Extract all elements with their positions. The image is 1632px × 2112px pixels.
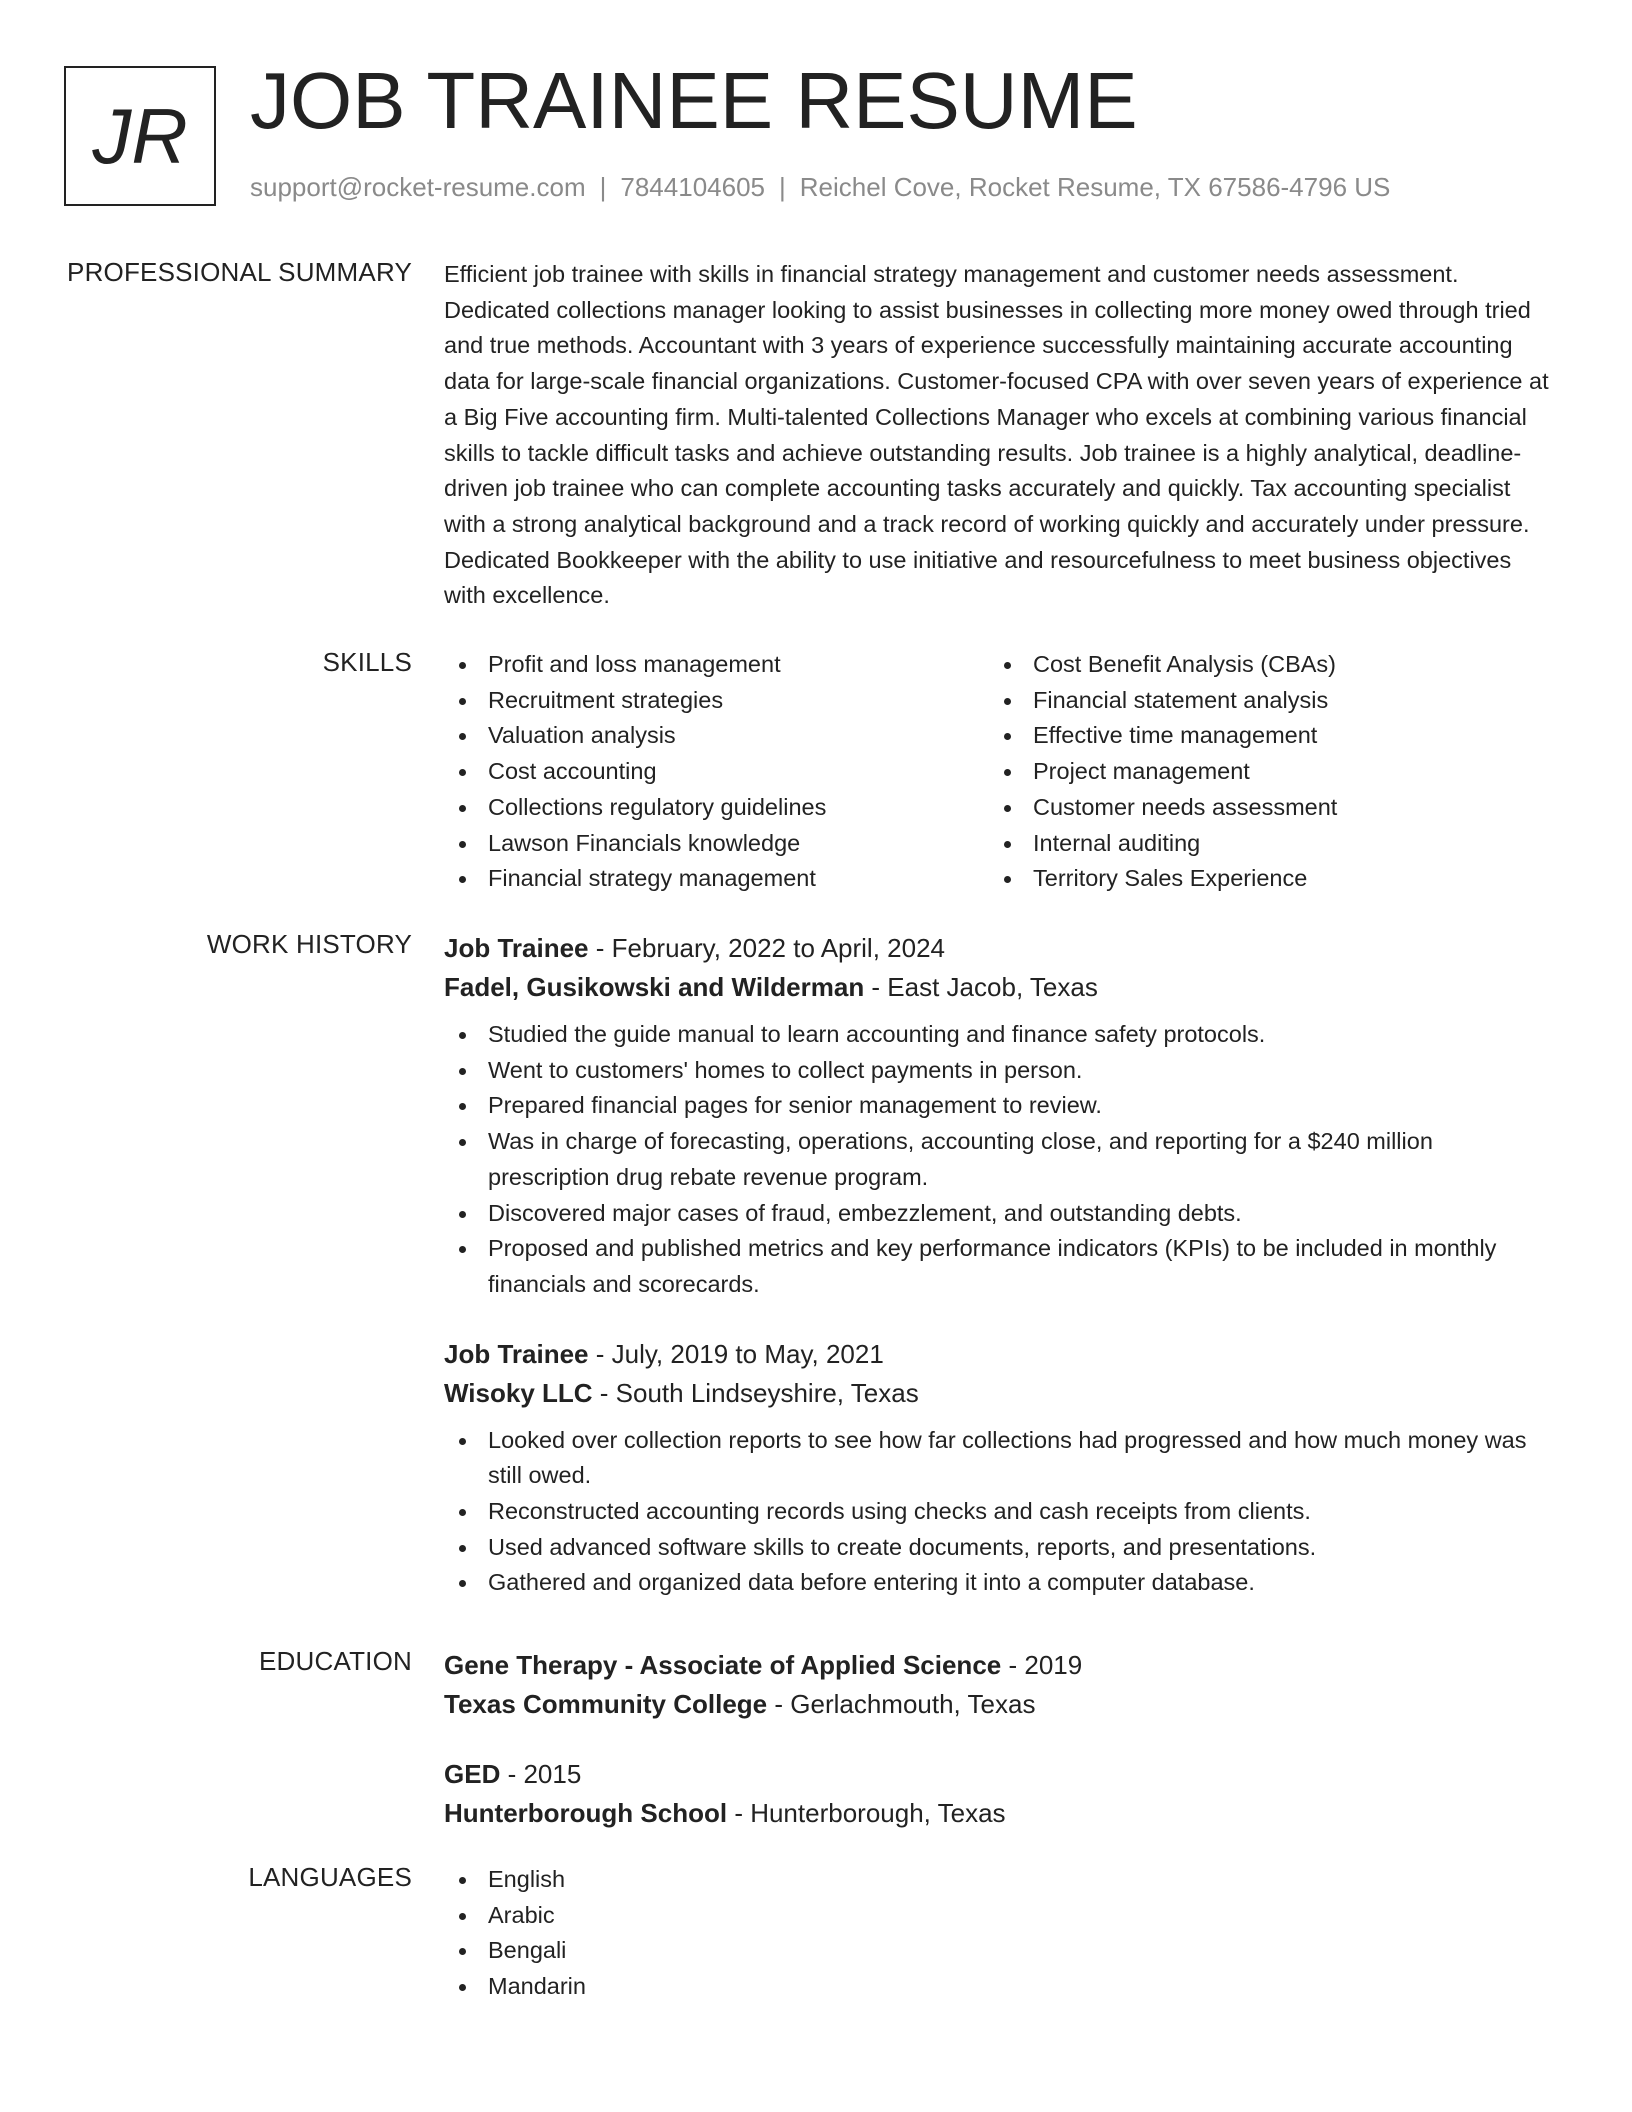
work-history-body — [444, 929, 1556, 1601]
languages-heading: LANGUAGES — [248, 1862, 412, 1892]
job-title: Job Trainee — [444, 1338, 589, 1369]
education-degree: Gene Therapy - Associate of Applied Science — [444, 1650, 1002, 1680]
education-entry — [444, 1646, 1556, 1724]
education-location: - Hunterborough, Texas — [727, 1798, 1006, 1828]
skill-item: Cost accounting — [444, 754, 989, 790]
skill-item: Lawson Financials knowledge — [444, 826, 989, 862]
summary-heading: PROFESSIONAL SUMMARY — [67, 257, 412, 287]
summary-body — [444, 257, 1556, 614]
education-school: Texas Community College — [444, 1689, 768, 1719]
language-item: Bengali — [444, 1933, 1556, 1969]
skills-column-left — [444, 647, 989, 897]
skill-item: Effective time management — [989, 718, 1337, 754]
job-entry — [444, 929, 1556, 1303]
job-bullets — [444, 1017, 1556, 1303]
skill-item: Customer needs assessment — [989, 790, 1337, 826]
job-bullets — [444, 1423, 1556, 1602]
job-location: - East Jacob, Texas — [864, 972, 1098, 1002]
job-bullet: Discovered major cases of fraud, embezzlement, and outstanding debts. — [444, 1196, 1556, 1232]
job-bullet: Reconstructed accounting records using checks and cash receipts from clients. — [444, 1494, 1556, 1530]
job-dates: - July, 2019 to May, 2021 — [588, 1338, 884, 1369]
skill-item: Territory Sales Experience — [989, 861, 1337, 897]
skills-column-right — [989, 647, 1337, 897]
education-body — [444, 1646, 1556, 1833]
skill-item: Profit and loss management — [444, 647, 989, 683]
job-bullet: Proposed and published metrics and key performance indicators (KPIs) to be included in monthly financials and scorecards. — [444, 1231, 1556, 1302]
skill-item: Valuation analysis — [444, 718, 989, 754]
skill-item: Internal auditing — [989, 826, 1337, 862]
job-bullet: Used advanced software skills to create documents, reports, and presentations. — [444, 1530, 1556, 1566]
education-school: Hunterborough School — [444, 1798, 728, 1828]
job-dates: - February, 2022 to April, 2024 — [588, 933, 945, 963]
education-degree-line — [444, 1755, 1556, 1794]
contact-separator: | — [599, 172, 607, 202]
work-history-heading: WORK HISTORY — [206, 929, 412, 959]
job-bullet: Gathered and organized data before entering it into a computer database. — [444, 1565, 1556, 1601]
job-title: Job Trainee — [444, 933, 589, 963]
skill-item: Project management — [989, 754, 1337, 790]
contact-address: Reichel Cove, Rocket Resume, TX 67586-4796 US — [799, 172, 1391, 202]
skill-item: Collections regulatory guidelines — [444, 790, 989, 826]
skills-heading: SKILLS — [322, 647, 412, 677]
language-item: Mandarin — [444, 1969, 1556, 2005]
education-degree: GED — [444, 1759, 501, 1789]
job-company: Fadel, Gusikowski and Wilderman — [444, 972, 865, 1002]
job-title-line — [444, 929, 1556, 968]
education-degree-line — [444, 1646, 1556, 1685]
job-bullet: Looked over collection reports to see how far collections had progressed and how much money was still owed. — [444, 1423, 1556, 1494]
job-title-line — [444, 1335, 1556, 1374]
resume-title: JOB TRAINEE RESUME — [250, 56, 1138, 145]
job-bullet: Prepared financial pages for senior management to review. — [444, 1088, 1556, 1124]
skill-item: Financial strategy management — [444, 861, 989, 897]
languages-body — [444, 1862, 1556, 2005]
job-bullet: Studied the guide manual to learn accounting and finance safety protocols. — [444, 1017, 1556, 1053]
contact-phone: 7844104605 — [620, 172, 765, 202]
education-school-line — [444, 1794, 1556, 1833]
job-company-line — [444, 1374, 1556, 1413]
education-year: - 2019 — [1001, 1650, 1083, 1680]
education-location: - Gerlachmouth, Texas — [767, 1689, 1036, 1719]
job-bullet: Was in charge of forecasting, operations, accounting close, and reporting for a $240 million prescription drug rebate revenue program. — [444, 1124, 1556, 1195]
education-heading: EDUCATION — [259, 1646, 412, 1676]
job-location: - South Lindseyshire, Texas — [592, 1377, 919, 1408]
skills-body — [444, 647, 1556, 897]
job-entry — [444, 1335, 1556, 1602]
skill-item: Financial statement analysis — [989, 683, 1337, 719]
languages-list — [444, 1862, 1556, 2005]
job-company-line — [444, 968, 1556, 1007]
initials-monogram: JR — [64, 66, 216, 206]
education-school-line — [444, 1685, 1556, 1724]
contact-separator: | — [779, 172, 786, 202]
summary-text: Efficient job trainee with skills in financial strategy management and customer needs assessment. Dedicated collections manager looking to assist businesses in collecting more money owed through tried and true methods. Accountant with 3 years of experience successfully maintaining accurate accounting data for large-scale financial organizations. Customer-focused CPA with over seven years of experience at a Big Five accounting firm. Multi-talented Collections Manager who excels at combining various financial skills to tackle difficult tasks and achieve outstanding results. Job trainee is a highly analytical, deadline-driven job trainee who can complete accounting tasks accurately and quickly. Tax accounting specialist with a strong analytical background and a track record of working quickly and accurately under pressure. Dedicated Bookkeeper with the ability to use initiative and resourcefulness to meet business objectives with excellence. — [444, 261, 1549, 609]
job-company: Wisoky LLC — [444, 1377, 593, 1408]
skill-item: Cost Benefit Analysis (CBAs) — [989, 647, 1337, 683]
language-item: English — [444, 1862, 1556, 1898]
education-year: - 2015 — [500, 1759, 582, 1789]
language-item: Arabic — [444, 1898, 1556, 1934]
job-bullet: Went to customers' homes to collect payments in person. — [444, 1053, 1556, 1089]
skill-item: Recruitment strategies — [444, 683, 989, 719]
contact-line — [250, 172, 1390, 203]
contact-email: support@rocket-resume.com — [250, 172, 586, 202]
education-entry — [444, 1755, 1556, 1833]
